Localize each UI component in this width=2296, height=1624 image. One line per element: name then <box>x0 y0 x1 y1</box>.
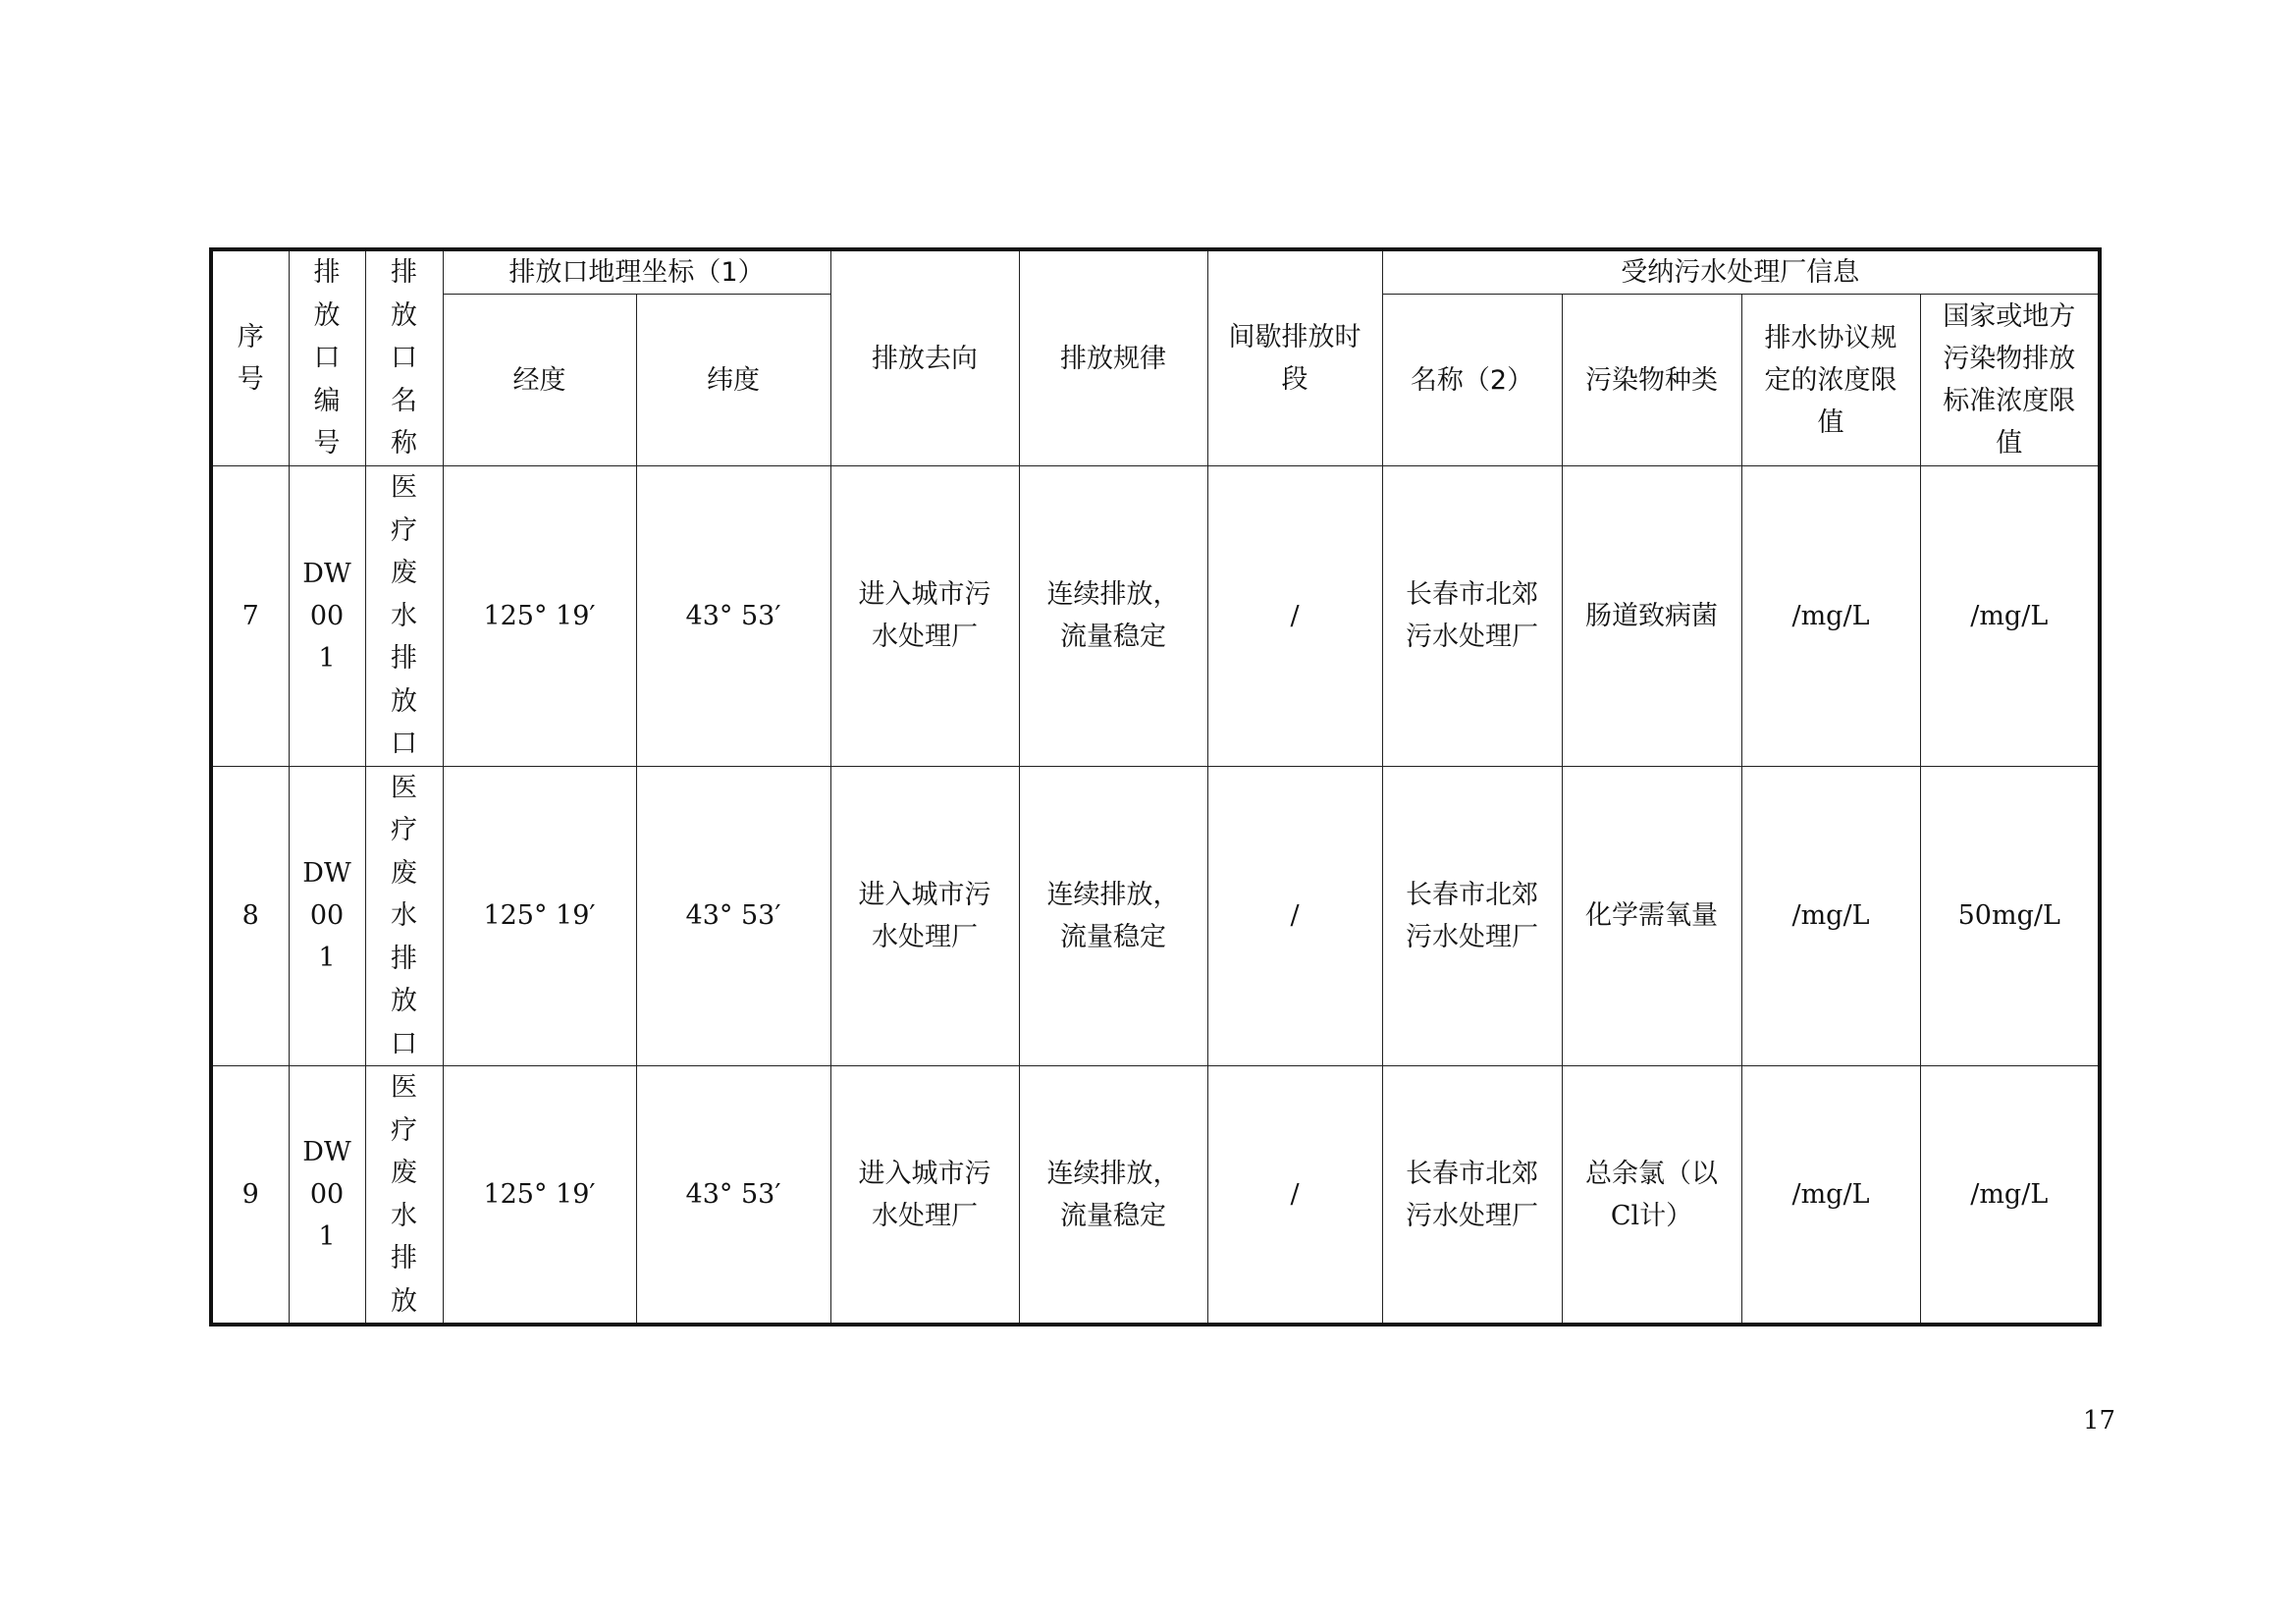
cell-intermittent: / <box>1207 766 1382 1066</box>
header-latitude: 纬度 <box>636 295 830 466</box>
cell-longitude: 125° 19′ <box>443 1066 636 1326</box>
discharge-outlet-table <box>209 247 2102 1326</box>
header-outlet-code: 排放口编号 <box>289 249 365 466</box>
cell-destination: 进入城市污水处理厂 <box>830 466 1019 767</box>
header-geo-coord: 排放口地理坐标（1） <box>443 249 830 295</box>
cell-latitude: 43° 53′ <box>636 766 830 1066</box>
table-row <box>211 1066 2100 1326</box>
cell-standard-limit: /mg/L <box>1920 466 2100 767</box>
cell-code: DW001 <box>289 1066 365 1326</box>
cell-name: 医疗废水排放 <box>365 1066 443 1326</box>
cell-longitude: 125° 19′ <box>443 766 636 1066</box>
cell-pattern: 连续排放，流量稳定 <box>1019 766 1207 1066</box>
header-seq: 序号 <box>211 249 289 466</box>
cell-seq: 8 <box>211 766 289 1066</box>
cell-code: DW001 <box>289 766 365 1066</box>
cell-latitude: 43° 53′ <box>636 1066 830 1326</box>
cell-intermittent: / <box>1207 1066 1382 1326</box>
cell-plant-name: 长春市北郊污水处理厂 <box>1382 466 1562 767</box>
cell-agreement-limit: /mg/L <box>1741 1066 1920 1326</box>
cell-pattern: 连续排放，流量稳定 <box>1019 466 1207 767</box>
table-row <box>211 466 2100 767</box>
cell-pattern: 连续排放，流量稳定 <box>1019 1066 1207 1326</box>
cell-pollutant: 总余氯（以Cl计） <box>1562 1066 1741 1326</box>
header-longitude: 经度 <box>443 295 636 466</box>
cell-pollutant: 化学需氧量 <box>1562 766 1741 1066</box>
cell-seq: 9 <box>211 1066 289 1326</box>
cell-standard-limit: /mg/L <box>1920 1066 2100 1326</box>
header-pattern: 排放规律 <box>1019 249 1207 466</box>
cell-pollutant: 肠道致病菌 <box>1562 466 1741 767</box>
cell-longitude: 125° 19′ <box>443 466 636 767</box>
header-agreement-limit: 排水协议规定的浓度限值 <box>1741 295 1920 466</box>
header-plant-name: 名称（2） <box>1382 295 1562 466</box>
cell-seq: 7 <box>211 466 289 767</box>
cell-destination: 进入城市污水处理厂 <box>830 766 1019 1066</box>
cell-plant-name: 长春市北郊污水处理厂 <box>1382 766 1562 1066</box>
header-pollutant: 污染物种类 <box>1562 295 1741 466</box>
cell-agreement-limit: /mg/L <box>1741 466 1920 767</box>
cell-agreement-limit: /mg/L <box>1741 766 1920 1066</box>
cell-destination: 进入城市污水处理厂 <box>830 1066 1019 1326</box>
table-row <box>211 766 2100 1066</box>
cell-intermittent: / <box>1207 466 1382 767</box>
cell-name: 医疗废水排放口 <box>365 466 443 767</box>
cell-plant-name: 长春市北郊污水处理厂 <box>1382 1066 1562 1326</box>
cell-standard-limit: 50mg/L <box>1920 766 2100 1066</box>
cell-latitude: 43° 53′ <box>636 466 830 767</box>
cell-code: DW001 <box>289 466 365 767</box>
cell-name: 医疗废水排放口 <box>365 766 443 1066</box>
header-intermittent: 间歇排放时段 <box>1207 249 1382 466</box>
header-standard-limit: 国家或地方污染物排放标准浓度限值 <box>1920 295 2100 466</box>
header-destination: 排放去向 <box>830 249 1019 466</box>
header-outlet-name: 排放口名称 <box>365 249 443 466</box>
page-number: 17 <box>2083 1406 2116 1435</box>
header-plant-info: 受纳污水处理厂信息 <box>1382 249 2100 295</box>
